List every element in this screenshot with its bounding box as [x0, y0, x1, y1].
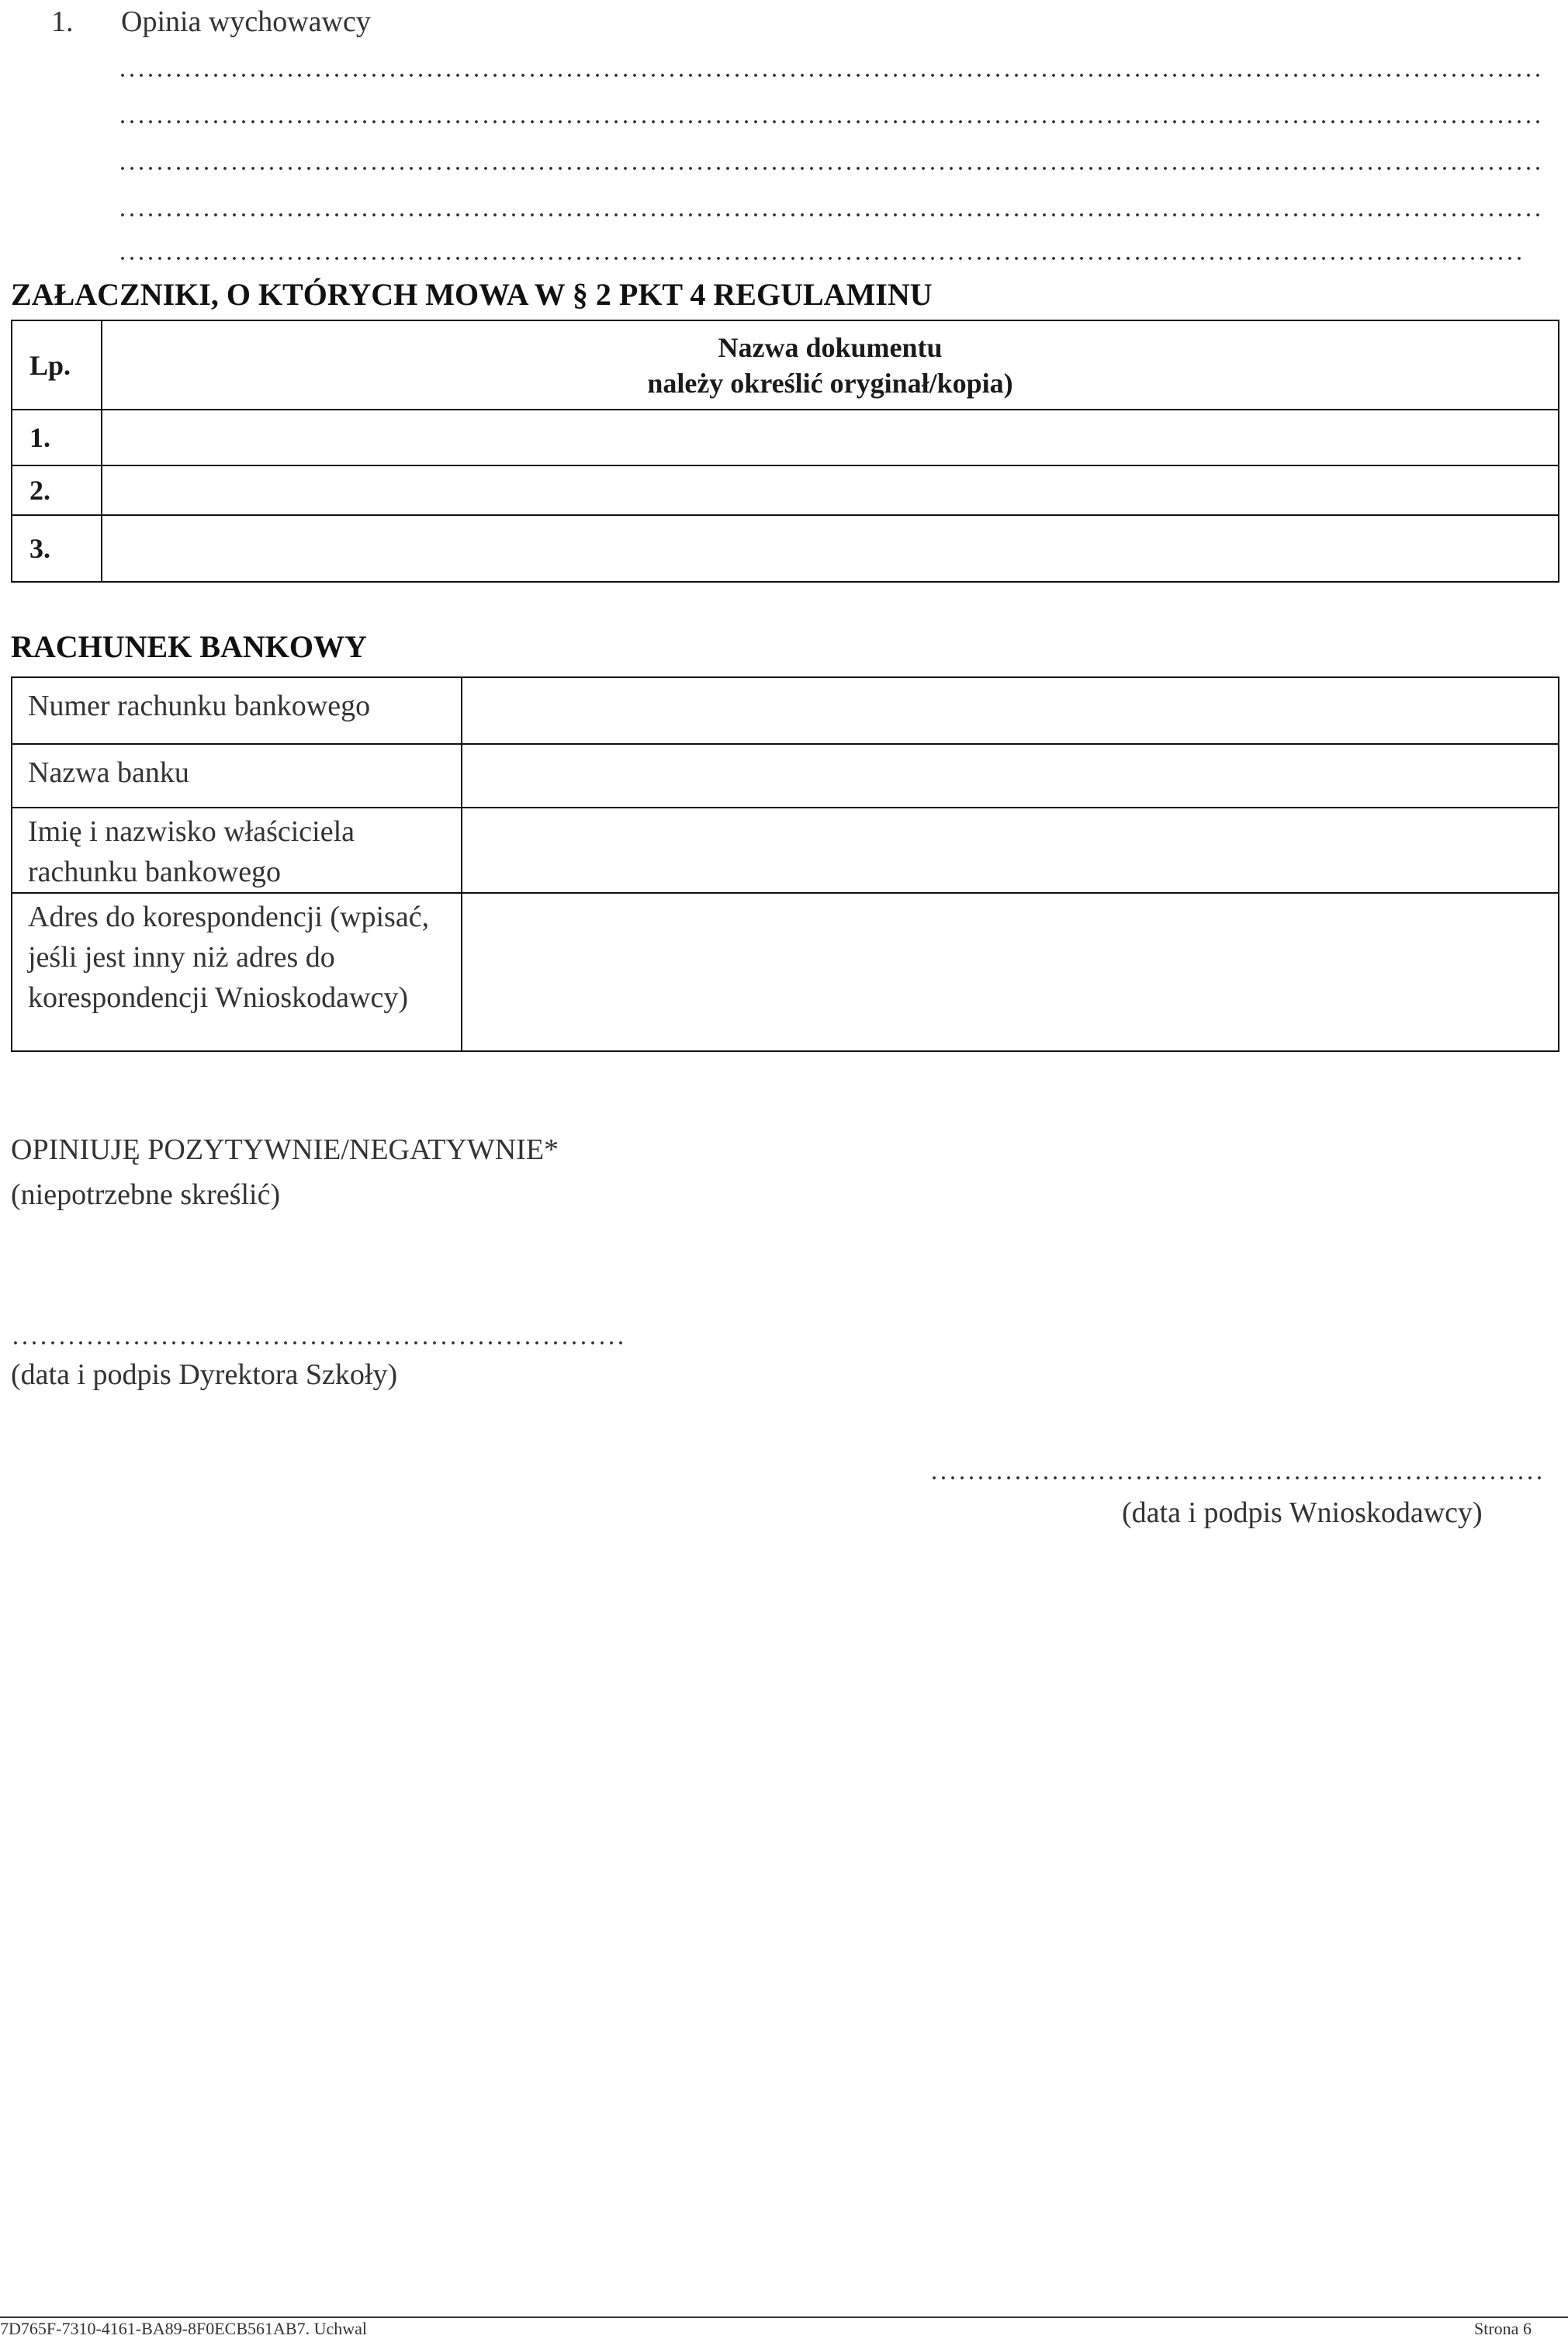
bank-name-label: Nazwa banku [12, 744, 462, 808]
attachments-col-name [102, 320, 1559, 410]
attachment-row-input[interactable] [102, 465, 1559, 515]
attachment-row-number: 3. [12, 515, 102, 582]
bank-owner-input[interactable] [462, 808, 1559, 893]
opinion-dotted-line[interactable] [118, 213, 1546, 217]
bank-heading: RACHUNEK BANKOWY [11, 629, 367, 664]
attachments-col-name-line1: Nazwa dokumentu [718, 331, 943, 363]
bank-account-number-input[interactable] [462, 677, 1559, 744]
attachments-table [11, 320, 1559, 583]
director-signature-line[interactable] [11, 1341, 625, 1345]
bank-address-input[interactable] [462, 893, 1559, 1051]
bank-table [11, 676, 1559, 1052]
attachment-row-number: 2. [12, 465, 102, 515]
opinion-dotted-line[interactable] [118, 119, 1546, 124]
attachments-heading: ZAŁACZNIKI, O KTÓRYCH MOWA W § 2 PKT 4 REGULAMINU [11, 277, 933, 312]
opinion-number: 1. [51, 5, 74, 38]
attachments-col-lp: Lp. [12, 320, 102, 410]
applicant-signature-line[interactable] [929, 1476, 1547, 1480]
bank-account-number-label: Numer rachunku bankowego [12, 677, 462, 744]
opinion-title: Opinia wychowawcy [121, 5, 371, 38]
footer-page-number: Strona 6 [1474, 2319, 1532, 2338]
decision-title: OPINIUJĘ POZYTYWNIE/NEGATYWNIE* [11, 1133, 559, 1166]
footer-divider [0, 2317, 1568, 2318]
attachment-row-input[interactable] [102, 410, 1559, 465]
footer-document-id: 7D765F-7310-4161-BA89-8F0ECB561AB7. Uchwal [0, 2319, 367, 2338]
director-caption: (data i podpis Dyrektora Szkoły) [11, 1358, 398, 1391]
attachments-col-name-line2: należy określić oryginał/kopia) [647, 367, 1013, 399]
attachment-row-input[interactable] [102, 515, 1559, 582]
bank-owner-label: Imię i nazwisko właściciela rachunku bankowego [12, 808, 462, 893]
applicant-caption: (data i podpis Wnioskodawcy) [1122, 1496, 1483, 1529]
opinion-dotted-line[interactable] [118, 256, 1522, 261]
bank-name-input[interactable] [462, 744, 1559, 808]
opinion-dotted-line[interactable] [118, 73, 1546, 78]
bank-address-label: Adres do korespondencji (wpisać, jeśli jest inny niż adres do korespondencji Wnioskodawcy) [12, 893, 462, 1051]
opinion-dotted-line[interactable] [118, 166, 1546, 171]
attachment-row-number: 1. [12, 410, 102, 465]
decision-note: (niepotrzebne skreślić) [11, 1178, 281, 1211]
